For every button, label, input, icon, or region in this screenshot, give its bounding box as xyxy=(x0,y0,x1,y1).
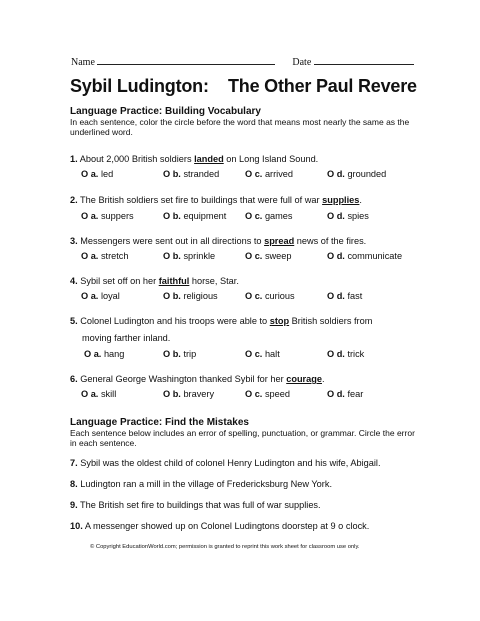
option-a[interactable]: O a. skill xyxy=(81,389,117,399)
target-word: spread xyxy=(264,236,295,246)
question-6: 6. General George Washington thanked Sybil for her courage. xyxy=(70,374,325,384)
option-b[interactable]: O b. religious xyxy=(163,291,218,301)
option-a[interactable]: O a. suppers xyxy=(81,211,134,221)
question-number: 9. xyxy=(70,500,78,510)
option-c[interactable]: O c. arrived xyxy=(245,169,294,179)
question-1: 1. About 2,000 British soldiers landed on Long Island Sound. xyxy=(70,154,319,164)
target-word: landed xyxy=(194,154,224,164)
option-c[interactable]: O c. curious xyxy=(245,291,295,301)
options-4 xyxy=(81,291,426,303)
mistake-sentence-10[interactable]: 10. A messenger showed up on Colonel Ludingtons doorstep at 9 o clock. xyxy=(70,521,370,531)
option-c[interactable]: O c. games xyxy=(245,211,293,221)
option-a[interactable]: O a. hang xyxy=(84,349,125,359)
target-word: courage xyxy=(286,374,322,384)
question-2: 2. The British soldiers set fire to buildings that were full of war supplies. xyxy=(70,195,362,205)
target-word: supplies xyxy=(322,195,360,205)
question-number: 10. xyxy=(70,521,83,531)
mistake-sentence-9[interactable]: 9. The British set fire to buildings that was full of war supplies. xyxy=(70,500,321,510)
mistake-sentence-7[interactable]: 7. Sybil was the oldest child of colonel Henry Ludington and his wife, Abigail. xyxy=(70,458,381,468)
question-number: 1. xyxy=(70,154,78,164)
question-5: 5. Colonel Ludington and his troops were able to stop British soldiers from xyxy=(70,316,373,326)
options-1 xyxy=(81,169,426,181)
option-c[interactable]: O c. halt xyxy=(245,349,280,359)
name-date-line xyxy=(71,57,414,68)
question-4: 4. Sybil set off on her faithful horse, Star. xyxy=(70,276,239,286)
question-3: 3. Messengers were sent out in all directions to spread news of the fires. xyxy=(70,236,367,246)
question-number: 4. xyxy=(70,276,78,286)
question-number: 6. xyxy=(70,374,78,384)
option-d[interactable]: O d. fast xyxy=(327,291,363,301)
options-5 xyxy=(84,349,429,361)
section-instructions-vocabulary: In each sentence, color the circle before the word that means most nearly the same as the underlined word. xyxy=(70,117,410,137)
worksheet-title: Sybil Ludington: The Other Paul Revere xyxy=(70,76,417,96)
copyright-footer: © Copyright EducationWorld.com; permission is granted to reprint this work sheet for classroom use only. xyxy=(90,544,360,550)
mistake-sentence-8[interactable]: 8. Ludington ran a mill in the village of Fredericksburg New York. xyxy=(70,479,332,489)
question-number: 2. xyxy=(70,195,78,205)
option-b[interactable]: O b. bravery xyxy=(163,389,215,399)
question-number: 8. xyxy=(70,479,78,489)
option-b[interactable]: O b. stranded xyxy=(163,169,220,179)
target-word: faithful xyxy=(158,276,190,286)
section-heading-mistakes: Language Practice: Find the Mistakes xyxy=(70,417,249,428)
options-2 xyxy=(81,211,426,223)
target-word: stop xyxy=(269,316,290,326)
option-d[interactable]: O d. grounded xyxy=(327,169,387,179)
question-number: 7. xyxy=(70,458,78,468)
option-d[interactable]: O d. fear xyxy=(327,389,364,399)
section-heading-vocabulary: Language Practice: Building Vocabulary xyxy=(70,106,261,117)
date-label: Date xyxy=(292,57,312,68)
name-blank[interactable] xyxy=(97,64,275,65)
question-number: 5. xyxy=(70,316,78,326)
option-b[interactable]: O b. trip xyxy=(163,349,197,359)
name-label: Name xyxy=(71,57,95,68)
option-d[interactable]: O d. communicate xyxy=(327,251,403,261)
section-instructions-mistakes: Each sentence below includes an error of spelling, punctuation, or grammar. Circle the error in each sentence. xyxy=(70,428,415,448)
option-d[interactable]: O d. spies xyxy=(327,211,369,221)
option-b[interactable]: O b. equipment xyxy=(163,211,227,221)
options-6 xyxy=(81,389,426,401)
option-a[interactable]: O a. loyal xyxy=(81,291,120,301)
date-blank[interactable] xyxy=(314,64,414,65)
question-number: 3. xyxy=(70,236,78,246)
option-c[interactable]: O c. sweep xyxy=(245,251,292,261)
option-a[interactable]: O a. led xyxy=(81,169,114,179)
options-3 xyxy=(81,251,426,263)
question-5-line2: moving farther inland. xyxy=(82,333,171,343)
option-c[interactable]: O c. speed xyxy=(245,389,290,399)
option-a[interactable]: O a. stretch xyxy=(81,251,129,261)
option-d[interactable]: O d. trick xyxy=(327,349,365,359)
option-b[interactable]: O b. sprinkle xyxy=(163,251,216,261)
